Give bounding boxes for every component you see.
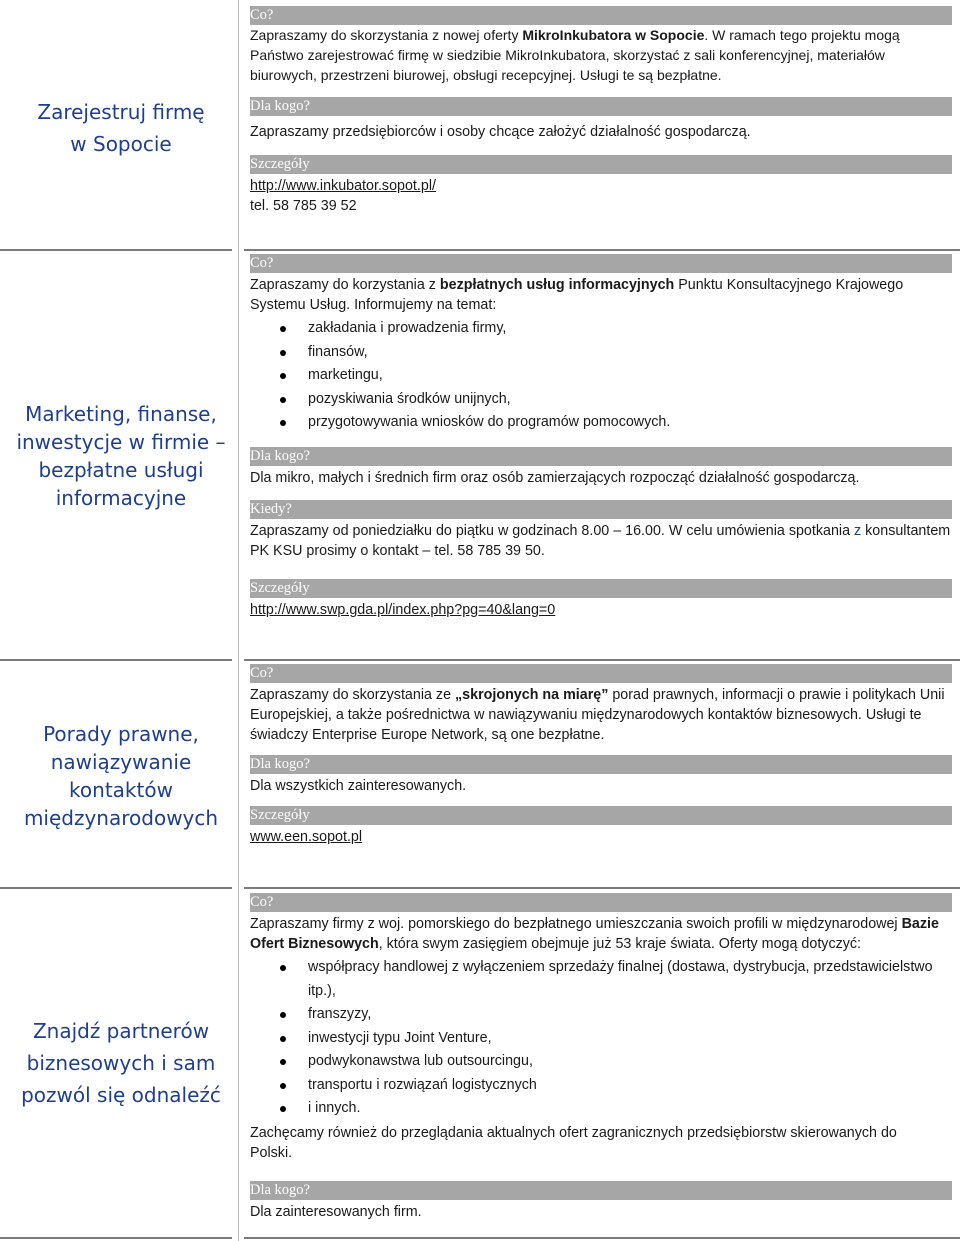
when-text: Zapraszamy od poniedziałku do piątku w godzinach 8.00 – 16.00. W celu umówienia spotkania z konsultantem PK KSU prosimy o kontakt – tel. 58 785 39 50. bbox=[250, 522, 951, 559]
section-title-register bbox=[10, 96, 232, 160]
header-what: Co? bbox=[250, 893, 952, 912]
title-line: międzynarodowych bbox=[23, 806, 219, 830]
section-divider bbox=[244, 887, 960, 889]
list-item: współpracy handlowej z wyłączeniem sprzedaży finalnej (dostawa, dystrybucja, przedstawicielstwo itp.), bbox=[250, 956, 952, 1003]
section-divider bbox=[0, 1237, 232, 1239]
header-for-whom: Dla kogo? bbox=[250, 755, 952, 774]
title-line: pozwól się odnaleźć bbox=[21, 1083, 221, 1107]
column-divider bbox=[238, 0, 239, 1241]
closing-text: Zachęcamy również do przeglądania aktualnych ofert zagranicznych przedsiębiorstw skierowanych do Polski. bbox=[250, 1124, 897, 1161]
section-divider bbox=[0, 887, 232, 889]
title-line: Zarejestruj firmę bbox=[37, 100, 205, 124]
details-link[interactable]: http://www.inkubator.sopot.pl/ bbox=[250, 178, 436, 194]
section-title-marketing bbox=[10, 400, 232, 512]
title-line: kontaktów bbox=[69, 778, 173, 802]
section-content-register bbox=[250, 6, 952, 216]
title-line: nawiązywanie bbox=[50, 750, 192, 774]
section-divider bbox=[0, 659, 232, 661]
details-link[interactable]: http://www.swp.gda.pl/index.php?pg=40&lang=0 bbox=[250, 601, 556, 618]
title-line: Porady prawne, bbox=[43, 722, 199, 746]
section-title-legal-advice bbox=[10, 720, 232, 832]
header-details: Szczegóły bbox=[250, 155, 952, 174]
header-what: Co? bbox=[250, 254, 952, 273]
title-line: informacyjne bbox=[55, 486, 187, 510]
section-divider bbox=[244, 1237, 960, 1239]
header-details: Szczegóły bbox=[250, 579, 952, 598]
list-item: marketingu, bbox=[250, 364, 952, 388]
for-whom-text: Dla mikro, małych i średnich firm oraz osób zamierzających rozpocząć działalność gospodarczą. bbox=[250, 469, 860, 486]
details-link[interactable]: www.een.sopot.pl bbox=[250, 829, 363, 845]
header-when: Kiedy? bbox=[250, 500, 952, 519]
section-divider bbox=[244, 659, 960, 661]
what-text: Zapraszamy do skorzystania z nowej oferty MikroInkubatora w Sopocie. W ramach tego projektu mogą Państwo zarejestrować firmę w siedzibie MikroInkubatora, skorzystać z sali konferencyjnej, materiałów biurowych, przestrzeni biurowej, obsługi recepcyjnej. Usługi te są bezpłatne. bbox=[250, 27, 900, 83]
for-whom-text: Dla zainteresowanych firm. bbox=[250, 1203, 422, 1220]
section-divider bbox=[0, 249, 232, 251]
list-item: przygotowywania wniosków do programów pomocowych. bbox=[250, 411, 952, 435]
what-text: Zapraszamy firmy z woj. pomorskiego do bezpłatnego umieszczania swoich profili w międzynarodowej Bazie Ofert Biznesowych, która swym zasięgiem obejmuje już 53 kraje świata. Oferty mogą dotyczyć: bbox=[250, 916, 939, 952]
title-line: biznesowych i sam bbox=[26, 1051, 216, 1075]
header-what: Co? bbox=[250, 6, 952, 25]
topics-list bbox=[250, 317, 952, 435]
header-details: Szczegóły bbox=[250, 806, 952, 825]
list-item: i innych. bbox=[250, 1097, 952, 1121]
title-line: w Sopocie bbox=[70, 132, 172, 156]
list-item: podwykonawstwa lub outsourcingu, bbox=[250, 1050, 952, 1074]
for-whom-text: Zapraszamy przedsiębiorców i osoby chcące założyć działalność gospodarczą. bbox=[250, 124, 751, 140]
list-item: inwestycji typu Joint Venture, bbox=[250, 1027, 952, 1051]
list-item: franszyzy, bbox=[250, 1003, 952, 1027]
title-line: Marketing, finanse, bbox=[25, 402, 217, 426]
section-content-marketing bbox=[250, 254, 952, 620]
header-for-whom: Dla kogo? bbox=[250, 97, 952, 116]
section-divider bbox=[244, 249, 960, 251]
title-line: Znajdź partnerów bbox=[32, 1019, 210, 1043]
phone-text: tel. 58 785 39 52 bbox=[250, 198, 357, 214]
title-line: bezpłatne usługi bbox=[38, 458, 204, 482]
what-text: Zapraszamy do korzystania z bezpłatnych usług informacyjnych Punktu Konsultacyjnego Krajowego Systemu Usług. Informujemy na temat: bbox=[250, 277, 904, 313]
header-for-whom: Dla kogo? bbox=[250, 447, 952, 466]
list-item: finansów, bbox=[250, 341, 952, 365]
list-item: zakładania i prowadzenia firmy, bbox=[250, 317, 952, 341]
what-text: Zapraszamy do skorzystania ze „skrojonych na miarę” porad prawnych, informacji o prawie i politykach Unii Europejskiej, a także pośrednictwa w nawiązywaniu międzynarodowych kontaktów biznesowych. Usługi te świadczy Enterprise Europe Network, są one bezpłatne. bbox=[250, 687, 945, 743]
title-line: inwestycje w firmie – bbox=[16, 430, 226, 454]
header-for-whom: Dla kogo? bbox=[250, 1181, 952, 1200]
section-content-partners bbox=[250, 893, 952, 1222]
header-what: Co? bbox=[250, 664, 952, 683]
for-whom-text: Dla wszystkich zainteresowanych. bbox=[250, 778, 467, 794]
list-item: pozyskiwania środków unijnych, bbox=[250, 388, 952, 412]
section-content-legal-advice bbox=[250, 664, 952, 847]
section-title-partners bbox=[10, 1015, 232, 1111]
list-item: transportu i rozwiązań logistycznych bbox=[250, 1074, 952, 1098]
offers-list bbox=[250, 956, 952, 1121]
